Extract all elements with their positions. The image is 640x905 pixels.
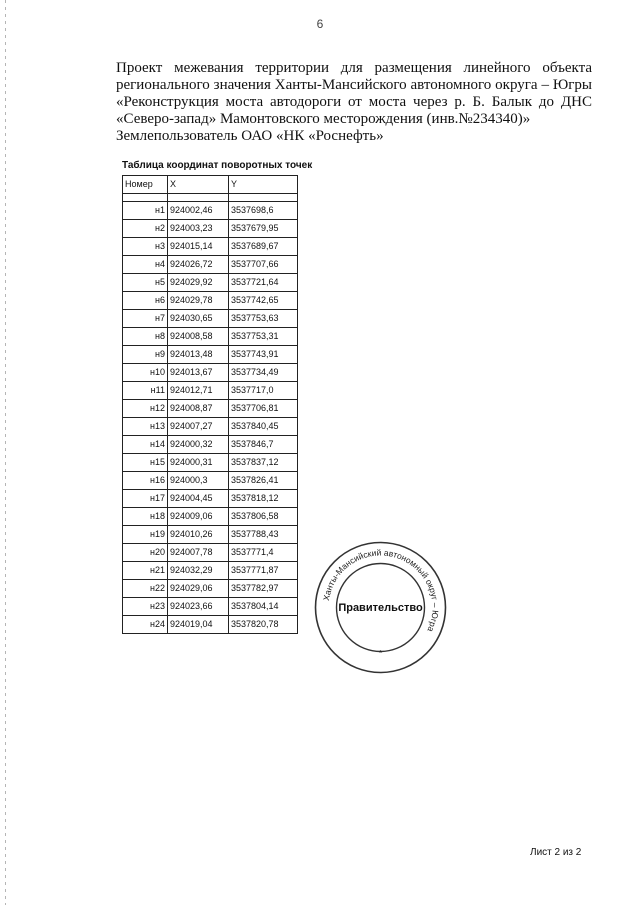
cell-x: 924015,14 [168, 238, 229, 256]
cell-x: 924023,66 [168, 598, 229, 616]
cell-number: н12 [123, 400, 168, 418]
cell-x: 924004,45 [168, 490, 229, 508]
cell-y: 3537721,64 [229, 274, 298, 292]
table-row [123, 346, 298, 364]
cell-x: 924007,78 [168, 544, 229, 562]
cell-y: 3537742,65 [229, 292, 298, 310]
table-row [123, 220, 298, 238]
cell-x: 924032,29 [168, 562, 229, 580]
table-row [123, 310, 298, 328]
table-row [123, 544, 298, 562]
header-number: Номер [123, 176, 168, 194]
cell-number: н2 [123, 220, 168, 238]
table-row [123, 616, 298, 634]
table-row [123, 292, 298, 310]
cell-number: н6 [123, 292, 168, 310]
table-row [123, 508, 298, 526]
cell-number: н15 [123, 454, 168, 472]
cell-number: н16 [123, 472, 168, 490]
cell-y: 3537753,63 [229, 310, 298, 328]
cell-y: 3537804,14 [229, 598, 298, 616]
cell-number: н3 [123, 238, 168, 256]
table-row [123, 490, 298, 508]
cell-y: 3537837,12 [229, 454, 298, 472]
cell-number: н7 [123, 310, 168, 328]
cell-number: н22 [123, 580, 168, 598]
cell-x: 924008,58 [168, 328, 229, 346]
cell-number: н21 [123, 562, 168, 580]
cell-y: 3537689,67 [229, 238, 298, 256]
seal-star: * [378, 649, 383, 658]
cell-number: н17 [123, 490, 168, 508]
official-seal [313, 540, 448, 675]
table-row [123, 598, 298, 616]
table-row [123, 526, 298, 544]
cell-x: 924002,46 [168, 202, 229, 220]
table-row [123, 238, 298, 256]
cell-number: н5 [123, 274, 168, 292]
cell-number: н10 [123, 364, 168, 382]
table-row [123, 382, 298, 400]
table-row [123, 580, 298, 598]
cell-number: н18 [123, 508, 168, 526]
cell-number: н9 [123, 346, 168, 364]
table-row [123, 256, 298, 274]
cell-x: 924012,71 [168, 382, 229, 400]
coordinates-table [122, 175, 298, 634]
table-row [123, 454, 298, 472]
table-row [123, 328, 298, 346]
table-row [123, 562, 298, 580]
cell-y: 3537840,45 [229, 418, 298, 436]
seal-center-text: Правительство [338, 602, 423, 614]
cell-y: 3537826,41 [229, 472, 298, 490]
cell-y: 3537743,91 [229, 346, 298, 364]
cell-x: 924007,27 [168, 418, 229, 436]
land-user: Землепользователь ОАО «НК «Роснефть» [116, 128, 384, 144]
cell-y: 3537753,31 [229, 328, 298, 346]
table-row [123, 202, 298, 220]
cell-x: 924013,48 [168, 346, 229, 364]
header-x: X [168, 176, 229, 194]
document-heading [116, 60, 592, 145]
cell-x: 924029,92 [168, 274, 229, 292]
cell-y: 3537788,43 [229, 526, 298, 544]
cell-number: н1 [123, 202, 168, 220]
table-body [123, 194, 298, 634]
cell-x: 924029,78 [168, 292, 229, 310]
cell-x: 924000,32 [168, 436, 229, 454]
table-row [123, 364, 298, 382]
cell-y: 3537782,97 [229, 580, 298, 598]
cell-x: 924000,31 [168, 454, 229, 472]
header-y: Y [229, 176, 298, 194]
table-row [123, 274, 298, 292]
cell-x: 924000,3 [168, 472, 229, 490]
table-row [123, 436, 298, 454]
cell-y: 3537818,12 [229, 490, 298, 508]
cell-number: н23 [123, 598, 168, 616]
cell-number: н20 [123, 544, 168, 562]
cell-x: 924019,04 [168, 616, 229, 634]
seal-ring-text: Ханты-Мансийский автономный округ – Югра [320, 547, 441, 634]
page-number: 6 [316, 17, 324, 31]
cell-y: 3537771,87 [229, 562, 298, 580]
cell-number: н19 [123, 526, 168, 544]
cell-y: 3537734,49 [229, 364, 298, 382]
table-header-row [123, 176, 298, 194]
table-row [123, 400, 298, 418]
cell-y: 3537679,95 [229, 220, 298, 238]
cell-y: 3537698,6 [229, 202, 298, 220]
cell-y: 3537820,78 [229, 616, 298, 634]
cell-x: 924010,26 [168, 526, 229, 544]
cell-number: н24 [123, 616, 168, 634]
cell-y: 3537707,66 [229, 256, 298, 274]
cell-number: н4 [123, 256, 168, 274]
table-title: Таблица координат поворотных точек [122, 160, 313, 171]
cell-y: 3537706,81 [229, 400, 298, 418]
cell-number: н8 [123, 328, 168, 346]
cell-x: 924030,65 [168, 310, 229, 328]
cell-x: 924003,23 [168, 220, 229, 238]
margin-line [5, 0, 6, 905]
cell-x: 924008,87 [168, 400, 229, 418]
cell-x: 924029,06 [168, 580, 229, 598]
cell-number: н13 [123, 418, 168, 436]
cell-y: 3537771,4 [229, 544, 298, 562]
cell-y: 3537846,7 [229, 436, 298, 454]
table-row [123, 418, 298, 436]
sheet-number: Лист 2 из 2 [530, 847, 582, 858]
cell-y: 3537806,58 [229, 508, 298, 526]
cell-y: 3537717,0 [229, 382, 298, 400]
cell-x: 924009,06 [168, 508, 229, 526]
cell-number: н11 [123, 382, 168, 400]
cell-x: 924013,67 [168, 364, 229, 382]
table-spacer-row [123, 194, 298, 202]
table-row [123, 472, 298, 490]
cell-x: 924026,72 [168, 256, 229, 274]
project-title: Проект межевания территории для размещения линейного объекта регионального значения Ханты-Мансийского автономного округа – Югры «Реконструкция моста автодороги от моста через р. Б. Балык до ДНС «Северо-запад» Мамонтовского месторождения (инв.№234340)» [116, 60, 592, 127]
cell-number: н14 [123, 436, 168, 454]
